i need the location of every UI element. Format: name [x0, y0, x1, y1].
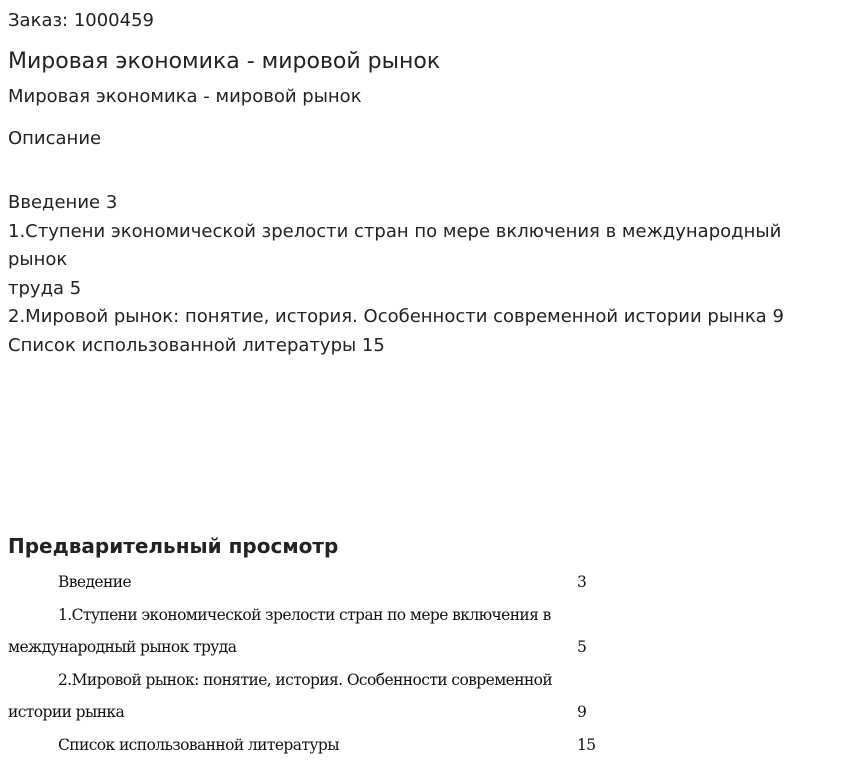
toc-line: 2.Мировой рынок: понятие, история. Особенности современной истории рынка 9	[8, 306, 784, 327]
preview-row-text: международный рынок труда	[8, 638, 237, 656]
preview-row-page: 5	[577, 638, 587, 656]
preview-row	[8, 664, 608, 697]
toc-line: 1.Ступени экономической зрелости стран по мере включения в международный	[8, 220, 782, 242]
toc-line: Введение 3	[8, 192, 118, 213]
order-number: Заказ: 1000459	[8, 10, 154, 31]
description-heading: Описание	[8, 128, 102, 149]
preview-row-page: 9	[577, 703, 587, 721]
toc-line: Список использованной литературы 15	[8, 334, 385, 356]
preview-row-page: 3	[577, 573, 587, 591]
toc-line: труда 5	[8, 277, 82, 299]
preview-row-text: 1.Ступени экономической зрелости стран по мере включения в	[58, 605, 551, 624]
description-toc	[8, 189, 838, 360]
preview-row-text: 2.Мировой рынок: понятие, история. Особенности современной	[58, 670, 553, 689]
toc-line: рынок	[8, 249, 68, 270]
preview-content	[8, 566, 608, 761]
preview-row	[8, 631, 608, 664]
preview-row	[8, 566, 608, 599]
page-title: Мировая экономика - мировой рынок	[8, 49, 441, 74]
preview-row	[8, 729, 608, 762]
preview-row-text: Введение	[58, 573, 132, 591]
preview-heading: Предварительный просмотр	[8, 534, 339, 558]
page-subtitle: Мировая экономика - мировой рынок	[8, 86, 362, 107]
preview-row-text: Список использованной литературы	[58, 735, 339, 754]
preview-row-text: истории рынка	[8, 703, 125, 721]
preview-row	[8, 696, 608, 729]
preview-row-page: 15	[577, 735, 596, 754]
document-page	[8, 0, 838, 754]
preview-row	[8, 599, 608, 632]
